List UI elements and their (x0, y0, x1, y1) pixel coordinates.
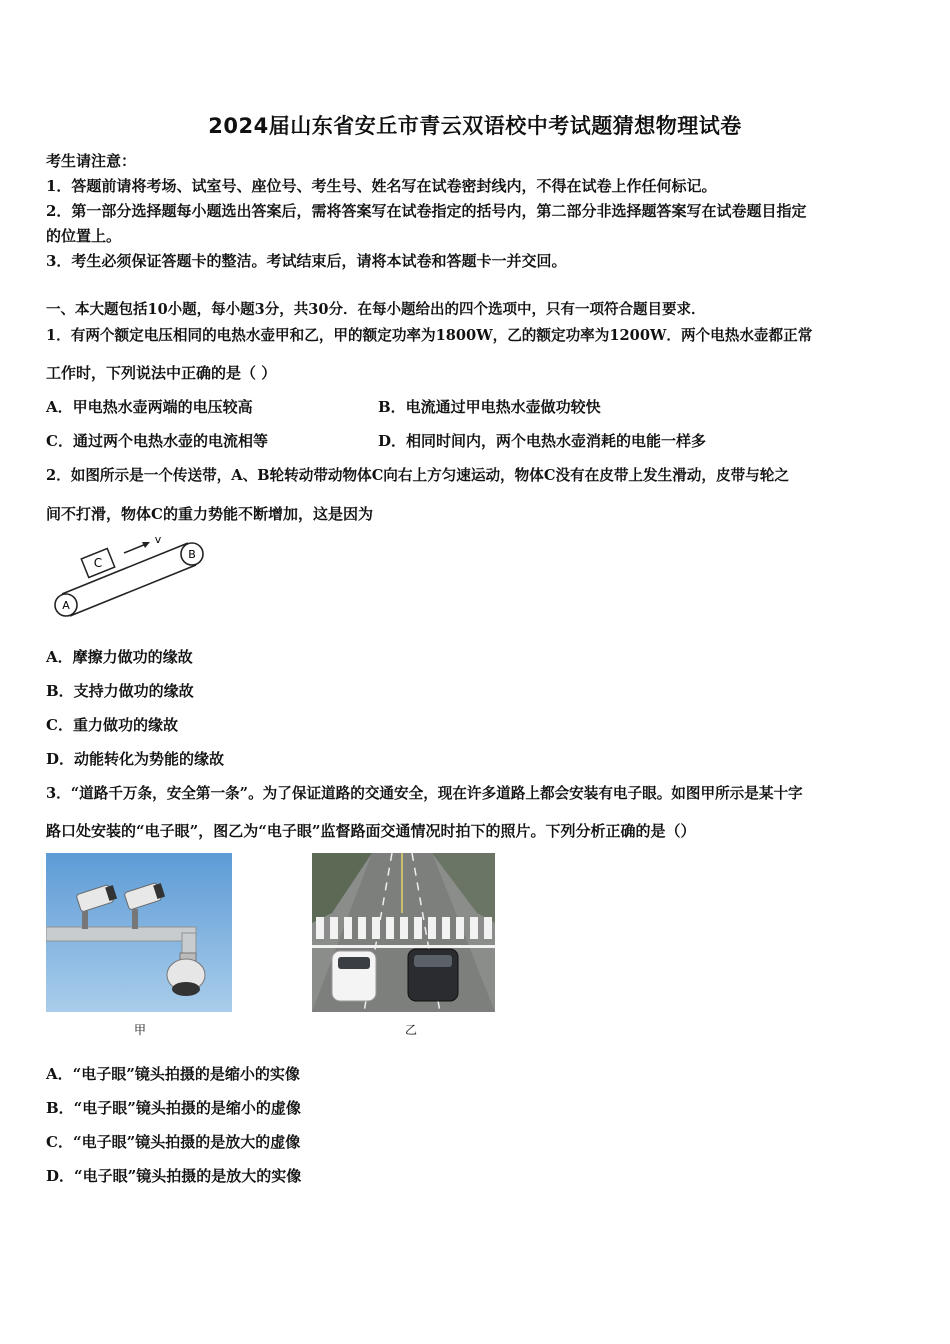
q1-option-d: D．相同时间内，两个电热水壶消耗的电能一样多 (378, 432, 707, 450)
notice-item: 3．考生必须保证答题卡的整洁。考试结束后，请将本试卷和答题卡一并交回。 (46, 252, 567, 270)
page-title: 2024届山东省安丘市青云双语校中考试题猜想物理试卷 (208, 114, 742, 138)
traffic-photo (312, 853, 495, 1012)
q3-option-b: B．“电子眼”镜头拍摄的是缩小的虚像 (46, 1099, 301, 1117)
q1-option-b: B．电流通过甲电热水壶做功较快 (378, 398, 601, 416)
label-v: v (154, 533, 162, 546)
velocity-arrow (124, 544, 146, 553)
camera-photo (46, 853, 232, 1012)
section-heading: 一、本大题包括10小题，每小题3分，共30分．在每小题给出的四个选项中，只有一项符合题目要求． (46, 301, 706, 318)
q2-option-a: A．摩擦力做功的缘故 (46, 648, 193, 666)
q3-stem: 路口处安装的“电子眼”，图乙为“电子眼”监督路面交通情况时拍下的照片。下列分析正确的是（） (46, 822, 696, 840)
q2-option-c: C．重力做功的缘故 (46, 716, 178, 734)
notice-heading: 考生请注意： (46, 152, 137, 170)
label-c: C (93, 556, 103, 570)
caption-jia: 甲 (134, 1023, 147, 1037)
q3-option-c: C．“电子眼”镜头拍摄的是放大的虚像 (46, 1133, 301, 1151)
notice-item: 1．答题前请将考场、试室号、座位号、考生号、姓名写在试卷密封线内，不得在试卷上作任何标记。 (46, 177, 717, 195)
q2-option-b: B．支持力做功的缘故 (46, 682, 194, 700)
q3-stem: 3．“道路千万条，安全第一条”。为了保证道路的交通安全，现在许多道路上都会安装有电子眼。如图甲所示是某十字 (46, 785, 803, 802)
q3-option-a: A．“电子眼”镜头拍摄的是缩小的实像 (46, 1065, 300, 1083)
conveyor-belt-figure (46, 533, 212, 619)
belt-top (62, 543, 188, 594)
q2-stem: 间不打滑，物体C的重力势能不断增加，这是因为 (46, 505, 373, 523)
q2-stem: 2．如图所示是一个传送带，A、B轮转动带动物体C向右上方匀速运动，物体C没有在皮带上发生滑动，皮带与轮之 (46, 467, 789, 484)
notice-item: 2．第一部分选择题每小题选出答案后，需将答案写在试卷指定的括号内，第二部分非选择题答案写在试卷题目指定 (46, 202, 807, 220)
q1-stem: 1．有两个额定电压相同的电热水壶甲和乙，甲的额定功率为1800W，乙的额定功率为1200W．两个电热水壶都正常 (46, 327, 813, 344)
q3-option-d: D．“电子眼”镜头拍摄的是放大的实像 (46, 1167, 302, 1185)
q1-stem: 工作时，下列说法中正确的是（ ） (46, 364, 277, 382)
label-a: A (62, 599, 70, 612)
q1-option-a: A．甲电热水壶两端的电压较高 (46, 398, 253, 416)
caption-yi: 乙 (405, 1023, 418, 1037)
q1-option-c: C．通过两个电热水壶的电流相等 (46, 432, 268, 450)
notice-item: 的位置上。 (46, 227, 122, 245)
label-b: B (188, 548, 196, 561)
q2-option-d: D．动能转化为势能的缘故 (46, 750, 225, 768)
